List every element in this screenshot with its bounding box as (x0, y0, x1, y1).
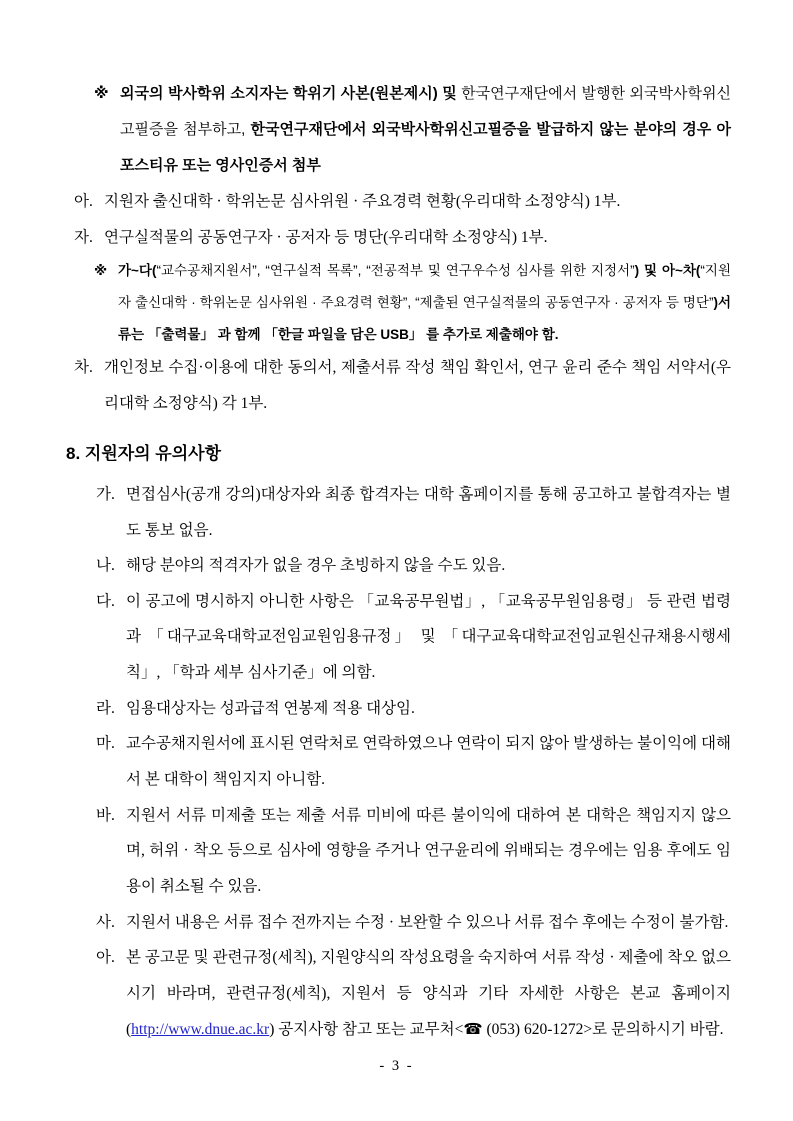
list-item (96, 905, 731, 941)
item-marker: ※ (94, 263, 108, 279)
text-run: 해당 분야의 적격자가 없을 경우 초빙하지 않을 수도 있음. (126, 557, 506, 575)
item-text (104, 359, 731, 412)
item-text (126, 486, 731, 539)
list-item (96, 584, 731, 691)
item-text (126, 807, 731, 895)
list-item (74, 184, 731, 220)
text-run: ) 공지사항 참고 또는 교무처< (269, 1020, 464, 1038)
item-text (126, 949, 731, 1037)
text-run: 개인정보 수집·이용에 대한 동의서, 제출서류 작성 책임 확인서, 연구 윤리 준수 책임 서약서(우리대학 소정양식) 각 1부. (104, 359, 731, 413)
text-run: 본 공고문 및 관련규정(세칙), 지원양식의 작성요령을 숙지하여 서류 작성 · 제출에 착오 없으시기 바라며, 관련규정(세칙), 지원서 등 양식과 기타 자세한 사항은 본교 홈페이지( (126, 949, 731, 1038)
item-text (126, 593, 731, 681)
item-marker: 다. (96, 592, 115, 610)
text-run: 외국의 박사학위 소지자는 학위기 사본(원본제시) 및 (120, 85, 462, 102)
text-run: 지원자 출신대학 · 학위논문 심사위원 · 주요경력 현황(우리대학 소정양식) 1부. (104, 193, 621, 210)
homepage-link[interactable]: http://www.dnue.ac.kr (131, 1020, 270, 1038)
item-text (126, 914, 728, 931)
applicant-notes-list (96, 477, 731, 1047)
list-item (96, 548, 731, 584)
item-text (120, 85, 731, 174)
item-marker: 마. (96, 735, 115, 753)
item-marker: 가. (96, 485, 115, 503)
item-text (126, 735, 731, 788)
text-run: 이 공고에 명시하지 아니한 사항은 「교육공무원법」, 「교육공무원임용령」 등 관련 법령과 「대구교육대학교전임교원임용규정」 및 「대구교육대학교전임교원신규채용시행세칙」, 「학과 세부 심사기준」에 의함. (126, 592, 731, 682)
item-text (126, 557, 505, 574)
text-run: 한국연구재단에서 외국박사학위신고필증을 발급하지 않는 분야의 경우 아포스티유 또는 영사인증서 첨부 (120, 121, 731, 174)
item-marker: 라. (96, 699, 115, 717)
item-text (104, 193, 620, 210)
text-run: )서류는 「출력물」 과 함께 「한글 파일을 담은 USB」 를 추가로 제출해야 함. (118, 295, 731, 342)
text-run: 가~다( (118, 263, 157, 279)
list-item (74, 350, 731, 421)
note-item (94, 76, 731, 184)
text-run: 지원서 내용은 서류 접수 전까지는 수정 · 보완할 수 있으나 서류 접수 후에는 수정이 불가함. (126, 913, 729, 931)
text-run: ) 및 아~차( (634, 263, 701, 279)
item-marker: 사. (96, 913, 115, 931)
text-run: 한국연구재단에서 발행한 외국박사학위신고필증을 첨부하고, (120, 85, 731, 138)
text-run: “교수공채지원서”, “연구실적 목록”, “전공적부 및 연구우수성 심사를 위한 지정서” (156, 263, 635, 279)
item-marker: 자. (74, 228, 93, 246)
text-run: 임용대상자는 성과급적 연봉제 적용 대상임. (126, 699, 415, 717)
list-item (96, 726, 731, 797)
item-marker: ※ (94, 85, 109, 102)
submission-documents-list (74, 76, 731, 422)
list-item (96, 940, 731, 1047)
list-item (74, 220, 731, 256)
text-run: 연구실적물의 공동연구자 · 공저자 등 명단(우리대학 소정양식) 1부. (104, 228, 548, 246)
text-run: “지원자 출신대학 · 학위논문 심사위원 · 주요경력 현황”, “제출된 연구실적물의 공동연구자 · 공저자 등 명단” (118, 263, 731, 310)
list-item (96, 477, 731, 548)
item-marker: 아. (74, 193, 93, 210)
item-marker: 차. (74, 359, 93, 377)
page-number: - 3 - (379, 1058, 414, 1074)
text-run: 교수공채지원서에 표시된 연락처로 연락하였으나 연락이 되지 않아 발생하는 불이익에 대해서 본 대학이 책임지지 아니함. (126, 735, 731, 789)
list-item (96, 798, 731, 905)
item-text (118, 263, 731, 341)
text-run: 지원서 서류 미제출 또는 제출 서류 미비에 따른 불이익에 대하여 본 대학은 책임지지 않으며, 허위 · 착오 등으로 심사에 영향을 주거나 연구윤리에 위배되는 경우에는 임용 후에도 임용이 취소될 수 있음. (126, 806, 731, 895)
item-text (104, 229, 548, 246)
item-marker: 나. (96, 557, 115, 575)
text-run: 면접심사(공개 강의)대상자와 최종 합격자는 대학 홈페이지를 통해 공고하고 불합격자는 별도 통보 없음. (126, 485, 731, 539)
note-item (94, 255, 731, 350)
item-marker: 아. (96, 949, 115, 967)
list-item (96, 691, 731, 727)
text-run: (053) 620-1272>로 문의하시기 바람. (482, 1020, 724, 1038)
section-8-title: 8. 지원자의 유의사항 (66, 443, 221, 463)
item-marker: 바. (96, 806, 115, 824)
phone-icon: ☎ (463, 1019, 483, 1038)
item-text (126, 700, 415, 717)
